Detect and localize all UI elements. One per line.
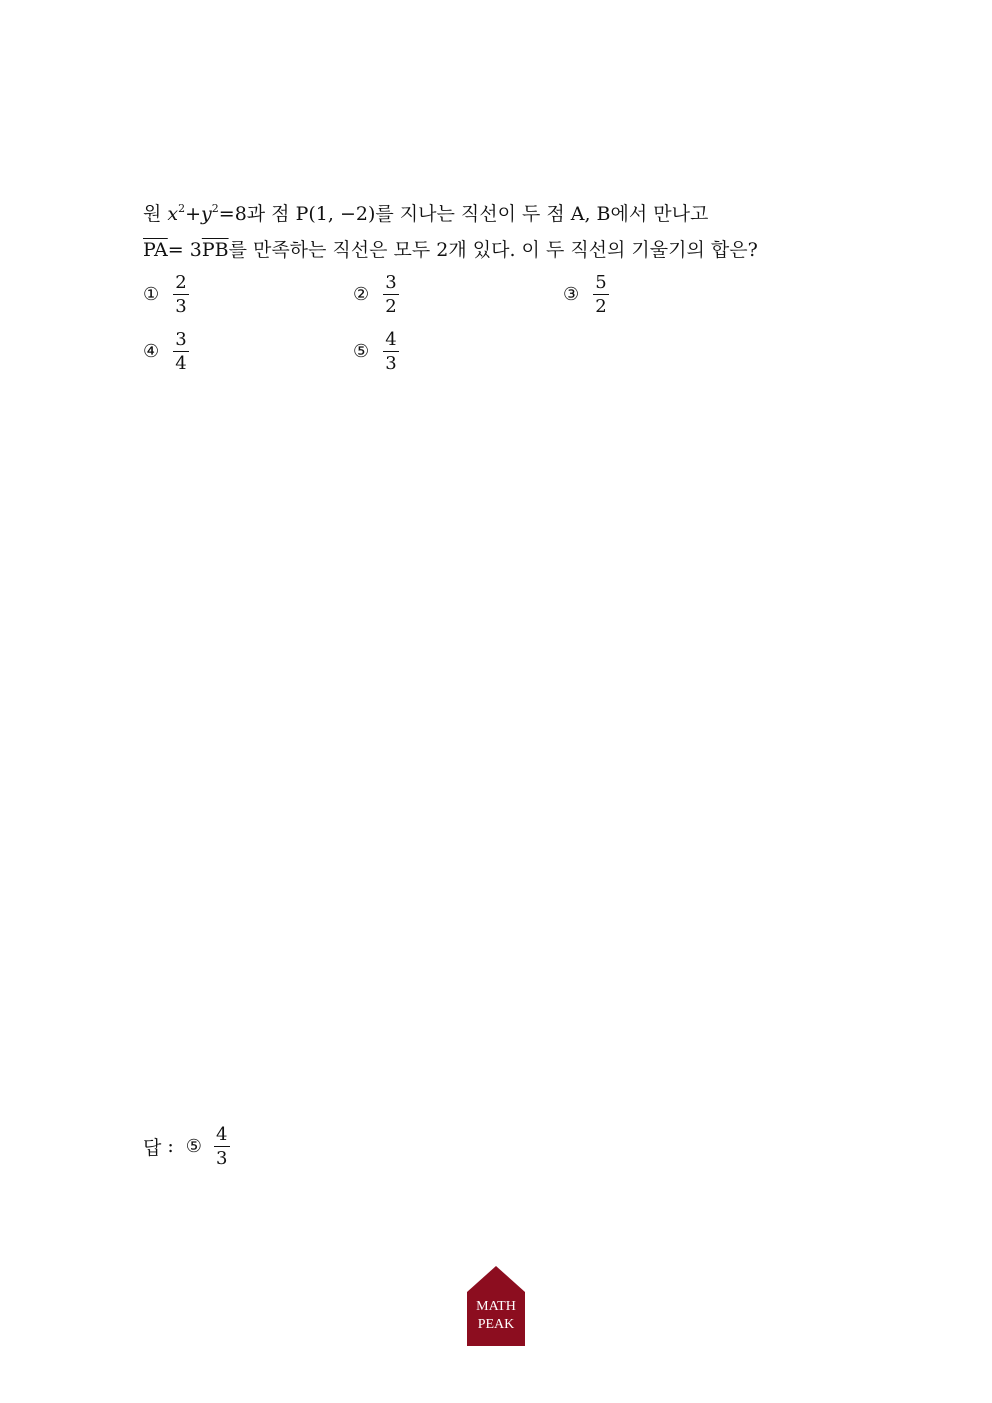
logo-line-2: PEAK [477, 1317, 515, 1332]
problem-text: 원 [143, 203, 168, 225]
fraction [173, 272, 189, 317]
numerator: 4 [385, 328, 397, 350]
denominator: 4 [175, 352, 187, 374]
problem-line-2 [143, 232, 843, 268]
fraction-bar [383, 351, 399, 352]
fraction-bar [173, 351, 189, 352]
denominator: 2 [385, 295, 397, 317]
problem-text: 를 만족하는 직선은 모두 2개 있다. 이 두 직선의 기울기의 합은? [228, 239, 758, 261]
choice-number: ③ [563, 283, 580, 305]
plus-sign: + [185, 203, 202, 225]
choice-number: ① [143, 283, 160, 305]
answer-key [143, 1120, 230, 1172]
answer-fraction [214, 1124, 230, 1169]
exponent: 2 [211, 202, 219, 215]
numerator: 2 [175, 271, 187, 293]
numerator: 4 [216, 1123, 228, 1145]
fraction [593, 272, 609, 317]
fraction-bar [214, 1146, 230, 1147]
choice-number: ④ [143, 340, 160, 362]
choice-5[interactable] [353, 325, 399, 377]
answer-colon: : [167, 1135, 174, 1157]
denominator: 3 [385, 352, 397, 374]
denominator: 3 [216, 1147, 228, 1169]
choice-2[interactable] [353, 268, 399, 320]
numerator: 5 [595, 271, 607, 293]
fraction-bar [593, 294, 609, 295]
denominator: 2 [595, 295, 607, 317]
choice-4[interactable] [143, 325, 189, 377]
choice-number: ⑤ [353, 340, 370, 362]
logo-text [467, 1298, 525, 1334]
exponent: 2 [178, 202, 186, 215]
denominator: 3 [175, 295, 187, 317]
numerator: 3 [175, 328, 187, 350]
choice-1[interactable] [143, 268, 189, 320]
problem-line-1 [143, 196, 843, 232]
answer-number: ⑤ [185, 1135, 202, 1157]
fraction [173, 329, 189, 374]
problem-text: = 3 [167, 239, 202, 261]
answer-label: 답 [143, 1136, 162, 1159]
math-variable-x: x [167, 203, 179, 225]
fraction-bar [383, 294, 399, 295]
math-variable-y: y [201, 203, 212, 225]
problem-statement [143, 196, 843, 268]
logo-line-1: MATH [476, 1299, 516, 1314]
choice-3[interactable] [563, 268, 609, 320]
segment-pb: $\overline{PB}$ [201, 239, 229, 261]
fraction-bar [173, 294, 189, 295]
numerator: 3 [385, 271, 397, 293]
fraction [383, 272, 399, 317]
fraction [383, 329, 399, 374]
segment-pa: $\overline{PA}$ [143, 239, 168, 261]
problem-text: =8과 점 P(1, −2)를 지나는 직선이 두 점 A, B에서 만나고 [218, 203, 709, 225]
choice-number: ② [353, 283, 370, 305]
